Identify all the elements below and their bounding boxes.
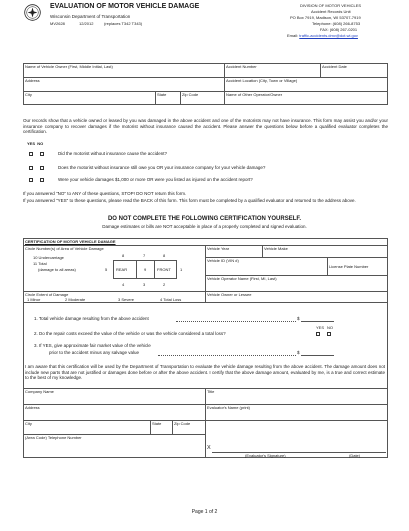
po-box: PO Box 7919, Madison, WI 53707-7919 xyxy=(290,15,361,20)
vehicle-make-field[interactable]: Vehicle Make xyxy=(264,246,288,251)
owner-address-field[interactable]: Address xyxy=(25,78,40,83)
wisdot-seal-icon xyxy=(24,4,41,21)
q2-no-checkbox[interactable] xyxy=(40,166,44,170)
division-name: DIVISION OF MOTOR VEHICLES xyxy=(300,3,362,8)
q1-no-checkbox[interactable] xyxy=(40,152,44,156)
vehicle-operator-field[interactable]: Vehicle Operator Name (First, MI, Last) xyxy=(207,276,277,281)
other-operator-field[interactable]: Name of Other Operator/Owner xyxy=(226,92,283,97)
area-7[interactable]: 7 xyxy=(143,253,146,258)
telephone: Telephone: (608) 266-8753 xyxy=(312,21,361,26)
extent-severe[interactable]: 3 Severe xyxy=(118,297,135,302)
q1-yes-checkbox[interactable] xyxy=(29,152,33,156)
evaluator-name-field[interactable]: Evaluator's Name (print) xyxy=(207,405,250,410)
company-phone-field[interactable]: (Area Code) Telephone Number xyxy=(25,435,82,440)
yes-note: If you answered "YES" to these questions, please read the BACK of this form. This form must be completed by a qualified evaluator and returned to the address above. xyxy=(23,198,356,203)
cert-question-3b: prior to the accident minus any salvage value xyxy=(49,350,140,355)
intro-question-2: Does the motorist without insurance still owe you OR your insurance company for your vehicle damage? xyxy=(58,165,266,170)
company-state-field[interactable]: State xyxy=(152,421,162,426)
accident-number-field[interactable]: Accident Number xyxy=(226,64,257,69)
intro-yes-no-header: YES NO xyxy=(27,141,44,146)
damage-extent-label: Circle Extent of Damage xyxy=(25,292,69,297)
cert-question-3a: 3. If YES, give approximate fair market value of the vehicle xyxy=(34,343,151,348)
area-8-left[interactable]: 8 xyxy=(122,253,125,258)
area-8-right[interactable]: 8 xyxy=(163,253,166,258)
owner-city-field[interactable]: City xyxy=(25,92,32,97)
total-option-sub: (damage to all areas) xyxy=(38,267,76,272)
total-option[interactable]: 11 Total xyxy=(33,261,47,266)
form-title: EVALUATION OF MOTOR VEHICLE DAMAGE xyxy=(50,3,200,10)
stop-note: If you answered "NO" to ANY of these questions, STOP! DO NOT return this form. xyxy=(23,191,187,196)
area-3[interactable]: 3 xyxy=(143,282,146,287)
intro-question-1: Did the motorist without insurance cause the accident? xyxy=(58,151,168,156)
unit-name: Accident Records Unit xyxy=(311,9,351,14)
signature-date-field[interactable]: (Date) xyxy=(349,453,361,458)
evaluator-signature-field[interactable]: (Evaluator's Signature) xyxy=(245,453,286,458)
signature-x-mark: X xyxy=(207,445,211,451)
area-2[interactable]: 2 xyxy=(163,282,166,287)
q3-yes-checkbox[interactable] xyxy=(29,178,33,182)
cert-warning-subheading: Damage estimates or bills are NOT acceptable in place of a properly completed and signed evaluation. xyxy=(102,224,307,229)
q2-yes-checkbox[interactable] xyxy=(29,166,33,170)
vehicle-damage-diagram xyxy=(105,253,185,289)
area-5[interactable]: 5 xyxy=(105,267,108,272)
email-line xyxy=(287,33,358,38)
form-replaces: (replaces T342 T343) xyxy=(104,21,143,26)
extent-moderate[interactable]: 2 Moderate xyxy=(65,297,86,302)
owner-state-field[interactable]: State xyxy=(157,92,167,97)
company-address-field[interactable]: Address xyxy=(25,405,40,410)
cert-q2-no-checkbox[interactable] xyxy=(327,332,331,336)
area-9[interactable]: 9 xyxy=(144,267,147,272)
email-link[interactable]: traffic-accidents.dmv@dot.wi.gov xyxy=(299,33,358,38)
q3-dollar-sign: $ xyxy=(297,350,300,355)
cert-section-title: CERTIFICATION OF MOTOR VEHICLE DAMAGE xyxy=(25,239,116,244)
owner-name-field[interactable]: Name of Vehicle Owner (First, Middle Initial, Last) xyxy=(25,64,113,69)
form-date: 12/2012 xyxy=(79,21,94,26)
accident-date-field[interactable]: Accident Date xyxy=(322,64,347,69)
owner-zip-field[interactable]: Zip Code xyxy=(182,92,199,97)
cert-warning-heading: DO NOT COMPLETE THE FOLLOWING CERTIFICATION YOURSELF. xyxy=(107,216,302,222)
company-name-field[interactable]: Company Name xyxy=(25,389,54,394)
owner-lessee-field[interactable]: Vehicle Owner or Lessee xyxy=(207,292,252,297)
form-number: MV2628 xyxy=(50,21,65,26)
fax: FAX: (608) 267-0201 xyxy=(320,27,358,32)
cert-no-header: NO xyxy=(327,325,333,330)
vehicle-year-field[interactable]: Vehicle Year xyxy=(207,246,230,251)
vin-field[interactable]: Vehicle ID (VIN #) xyxy=(207,258,239,263)
intro-paragraph: Our records show that a vehicle owned or leased by you was damaged in the above accident and one of the motorists may not have insurance. This form may assist you and/or your insurance company to recover damages if the motorist without insurance caused the accident. Please answer the questions below before a qualified evaluator completes the certification. xyxy=(23,118,388,134)
owner-info-box xyxy=(23,63,388,105)
certification-statement: I am aware that this certification will be used by the Department of Transportation to evaluate the vehicle damage resulting from the above accident. The damage amount does not include new parts that are not justified or damages done before or after the above accident. I certify that the above damage amount, evaluated by me, is a true and correct estimate to the best of my knowledge. xyxy=(25,364,385,380)
area-1[interactable]: 1 xyxy=(180,267,183,272)
agency-name: Wisconsin Department of Transportation xyxy=(50,14,131,19)
email-label: Email: xyxy=(287,33,299,38)
page-number: Page 1 of 2 xyxy=(191,509,218,515)
area-rear: REAR xyxy=(116,267,128,272)
company-zip-field[interactable]: Zip Code xyxy=(174,421,191,426)
evaluator-title-field[interactable]: Title xyxy=(207,389,215,394)
plate-field[interactable]: License Plate Number xyxy=(329,264,369,269)
damage-area-label: Circle Number(s) of Area of Vehicle Damage xyxy=(25,246,104,251)
accident-location-field[interactable]: Accident Location (City, Town or Village) xyxy=(226,78,298,83)
q1-dollar-sign: $ xyxy=(297,316,300,321)
cert-question-2: 2. Do the repair costs exceed the value of the vehicle or was the vehicle considered a total loss? xyxy=(34,331,226,336)
area-front: FRONT xyxy=(157,267,171,272)
q3-no-checkbox[interactable] xyxy=(40,178,44,182)
cert-q2-yes-checkbox[interactable] xyxy=(316,332,320,336)
cert-yes-header: YES xyxy=(316,325,325,330)
intro-question-3: Were your vehicle damages $1,000 or more OR were you listed as injured on the accident report? xyxy=(58,177,253,182)
area-4[interactable]: 4 xyxy=(122,282,125,287)
undercarriage-option[interactable]: 10 Undercarriage xyxy=(33,255,64,260)
extent-total-loss[interactable]: 4 Total Loss xyxy=(160,297,182,302)
company-city-field[interactable]: City xyxy=(25,421,32,426)
cert-question-1: 1. Total vehicle damage resulting from the above accident xyxy=(34,316,149,321)
extent-minor[interactable]: 1 Minor xyxy=(27,297,41,302)
